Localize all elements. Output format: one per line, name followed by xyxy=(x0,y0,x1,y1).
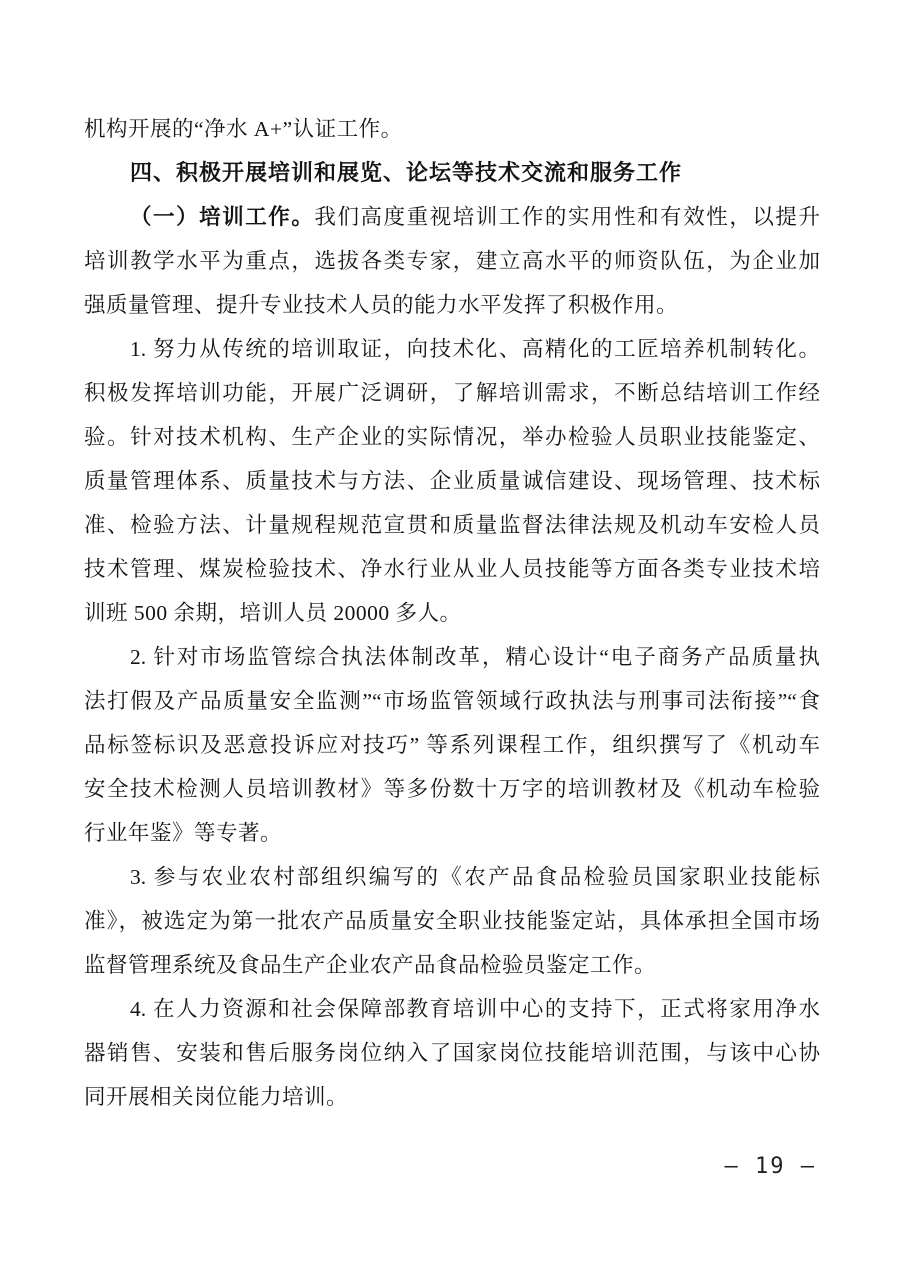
paragraph-line: 强质量管理、提升专业技术人员的能力水平发挥了积极作用。 xyxy=(84,293,679,317)
paragraph-line: 器销售、安装和售后服务岗位纳入了国家岗位技能培训范围，与该中心协 xyxy=(84,1041,820,1065)
paragraph-line: 2. 针对市场监管综合执法体制改革，精心设计“电子商务产品质量执 xyxy=(130,645,820,669)
paragraph-line: 品标签标识及恶意投诉应对技巧” 等系列课程工作，组织撰写了《机动车 xyxy=(84,733,820,757)
paragraph-line: 质量管理体系、质量技术与方法、企业质量诚信建设、现场管理、技术标 xyxy=(84,469,820,493)
paragraph-text: 我们高度重视培训工作的实用性和有效性，以提升 xyxy=(314,205,820,229)
page-number: – 19 – xyxy=(724,1154,816,1179)
paragraph-line: 法打假及产品质量安全监测”“市场监管领域行政执法与刑事司法衔接”“食 xyxy=(84,689,820,713)
section-heading: 四、积极开展培训和展览、论坛等技术交流和服务工作 xyxy=(130,160,683,185)
paragraph-line: 1. 努力从传统的培训取证，向技术化、高精化的工匠培养机制转化。 xyxy=(130,337,820,361)
paragraph-line: 准》，被选定为第一批农产品质量安全职业技能鉴定站，具体承担全国市场 xyxy=(84,909,820,933)
paragraph-line: 积极发挥培训功能，开展广泛调研，了解培训需求，不断总结培训工作经 xyxy=(84,381,820,405)
paragraph-line: 准、检验方法、计量规程规范宣贯和质量监督法律法规及机动车安检人员 xyxy=(84,513,820,537)
paragraph-line: 训班 500 余期，培训人员 20000 多人。 xyxy=(84,601,462,625)
paragraph-line: 技术管理、煤炭检验技术、净水行业从业人员技能等方面各类专业技术培 xyxy=(84,557,820,581)
paragraph-line: 3. 参与农业农村部组织编写的《农产品食品检验员国家职业技能标 xyxy=(130,865,820,889)
paragraph-line: 验。针对技术机构、生产企业的实际情况，举办检验人员职业技能鉴定、 xyxy=(84,425,820,449)
paragraph-line: 监督管理系统及食品生产企业农产品食品检验员鉴定工作。 xyxy=(84,953,657,977)
paragraph-line: 同开展相关岗位能力培训。 xyxy=(84,1085,349,1109)
paragraph-line: 培训教学水平为重点，选拔各类专家，建立高水平的师资队伍，为企业加 xyxy=(84,249,820,273)
document-body xyxy=(84,107,820,1119)
paragraph-line: 行业年鉴》等专著。 xyxy=(84,821,283,845)
paragraph-line: 4. 在人力资源和社会保障部教育培训中心的支持下，正式将家用净水 xyxy=(130,997,820,1021)
paragraph-line xyxy=(84,195,820,239)
paragraph-lead-label: （一）培训工作。 xyxy=(130,205,315,229)
body-line-continuation: 机构开展的“净水 A+”认证工作。 xyxy=(84,117,403,141)
paragraph-line: 安全技术检测人员培训教材》等多份数十万字的培训教材及《机动车检验 xyxy=(84,777,820,801)
